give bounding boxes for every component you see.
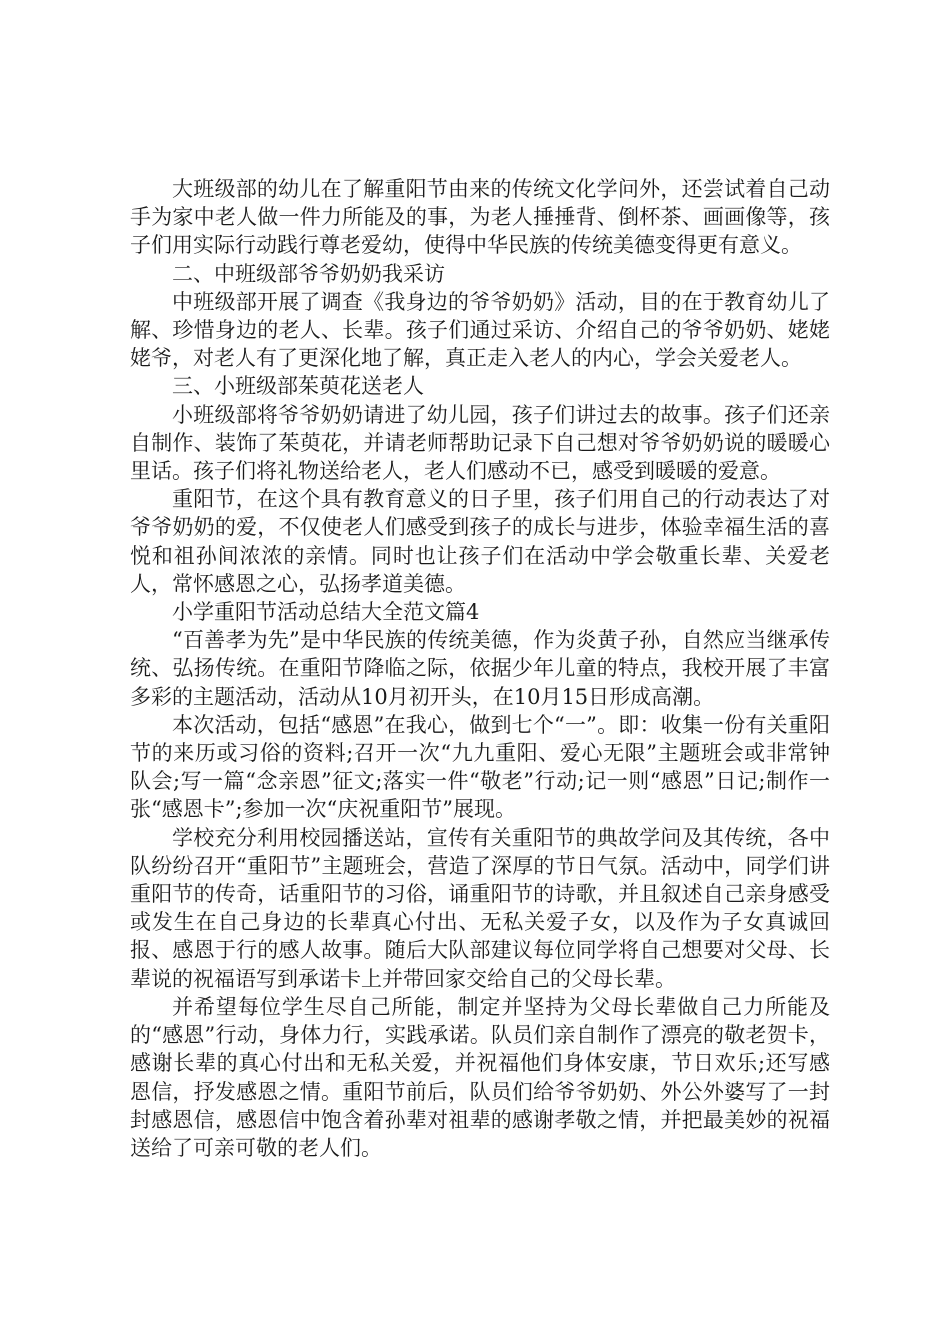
- document-body: [130, 175, 830, 1162]
- section-heading: 三、小班级部茱萸花送老人: [172, 374, 424, 399]
- paragraph: 学校充分利用校园播送站，宣传有关重阳节的典故学问及其传统，各中队纷纷召开“重阳节”主题班会，营造了深厚的节日气氛。活动中，同学们讲重阳节的传奇，话重阳节的习俗，诵重阳节的诗歌，并且叙述自己亲身感受或发生在自己身边的长辈真心付出、无私关爱子女，以及作为子女真诚回报、感恩于行的感人故事。随后大队部建议每位同学将自己想要对父母、长辈说的祝福语写到承诺卡上并带回家交给自己的父母长辈。: [130, 825, 830, 991]
- article-title: 小学重阳节活动总结大全范文篇4: [172, 600, 480, 625]
- paragraph: 中班级部开展了调查《我身边的爷爷奶奶》活动，目的在于教育幼儿了解、珍惜身边的老人、长辈。孩子们通过采访、介绍自己的爷爷奶奶、姥姥姥爷，对老人有了更深化地了解，真正走入老人的内心，学会关爱老人。: [130, 289, 830, 371]
- paragraph: “百善孝为先”是中华民族的传统美德，作为炎黄子孙，自然应当继承传统、弘扬传统。在重阳节降临之际，依据少年儿童的特点，我校开展了丰富多彩的主题活动，活动从10月初开头，在10月15日形成高潮。: [130, 628, 830, 709]
- paragraph: 大班级部的幼儿在了解重阳节由来的传统文化学问外，还尝试着自己动手为家中老人做一件力所能及的事，为老人捶捶背、倒杯茶、画画像等，孩子们用实际行动践行尊老爱幼，使得中华民族的传统美德变得更有意义。: [130, 177, 830, 258]
- paragraph: 重阳节，在这个具有教育意义的日子里，孩子们用自己的行动表达了对爷爷奶奶的爱，不仅使老人们感受到孩子的成长与进步，体验幸福生活的喜悦和祖孙间浓浓的亲情。同时也让孩子们在活动中学会敬重长辈、关爱老人，常怀感恩之心，弘扬孝道美德。: [130, 487, 830, 596]
- paragraph: 小班级部将爷爷奶奶请进了幼儿园，孩子们讲过去的故事。孩子们还亲自制作、装饰了茱萸花，并请老师帮助记录下自己想对爷爷奶奶说的暖暖心里话。孩子们将礼物送给老人，老人们感动不已，感受到暖暖的爱意。: [130, 402, 830, 484]
- paragraph: 并希望每位学生尽自己所能，制定并坚持为父母长辈做自己力所能及的“感恩”行动，身体力行，实践承诺。队员们亲自制作了漂亮的敬老贺卡，感谢长辈的真心付出和无私关爱，并祝福他们身体安康，节日欢乐;还写感恩信，抒发感恩之情。重阳节前后，队员们给爷爷奶奶、外公外婆写了一封封感恩信，感恩信中饱含着孙辈对祖辈的感谢孝敬之情，并把最美妙的祝福送给了可亲可敬的老人们。: [130, 994, 830, 1160]
- paragraph: 本次活动，包括“感恩”在我心，做到七个“一”。即：收集一份有关重阳节的来历或习俗的资料;召开一次“九九重阳、爱心无限”主题班会或非常钟队会;写一篇“念亲恩”征文;落实一件“敬老”行动;记一则“感恩”日记;制作一张“感恩卡”;参加一次“庆祝重阳节”展现。: [130, 712, 830, 822]
- section-heading: 二、中班级部爷爷奶奶我采访: [172, 261, 445, 286]
